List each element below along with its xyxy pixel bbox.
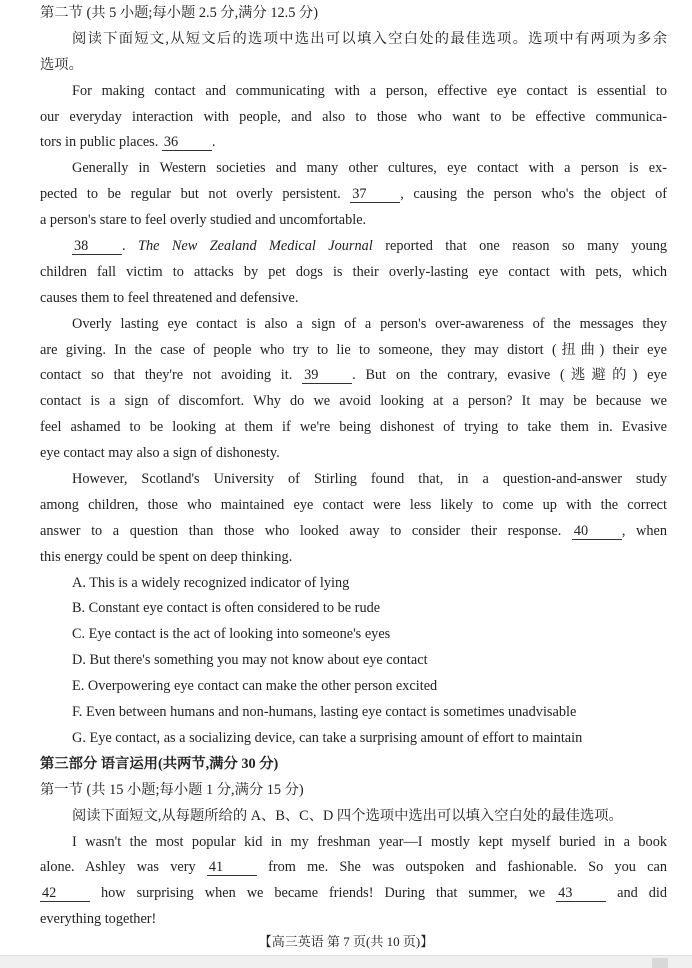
text: and did — [606, 885, 667, 902]
viewer-bottom-bar — [0, 955, 692, 968]
paragraph-line — [40, 493, 667, 519]
option-item: C. Eye contact is the act of looking into someone's eyes — [72, 626, 391, 643]
text: alone. Ashley was very — [40, 859, 207, 876]
paragraph-line — [40, 105, 667, 131]
text: pected to be regular but not overly persistent. — [40, 186, 351, 203]
option-item: B. Constant eye contact is often considered to be rude — [72, 600, 381, 617]
paragraph-line — [40, 363, 667, 389]
paragraph-line — [40, 415, 667, 441]
section-heading: 第一节 (共 15 小题;每小题 1 分,满分 15 分) — [40, 781, 304, 798]
instruction-line: 阅读下面短文,从短文后的选项中选出可以填入空白处的最佳选项。选项中有两项为多余 — [72, 30, 667, 47]
part-heading: 第三部分 语言运用(共两节,满分 30 分) — [40, 755, 279, 772]
paragraph-line — [40, 881, 667, 907]
paragraph-line — [40, 312, 667, 338]
text: how surprising when we became friends! During that summer, we — [90, 885, 557, 902]
paragraph-line — [40, 156, 667, 182]
option-item: D. But there's something you may not know about eye contact — [72, 652, 428, 669]
text: . — [122, 238, 139, 255]
answer-blank: 42 — [40, 885, 90, 902]
paragraph-line — [40, 234, 667, 260]
text: this energy could be spent on deep thinking. — [40, 548, 293, 565]
text: feel ashamed to be looking at them if we're being dishonest of trying to take them in. Evasive — [40, 419, 667, 436]
paragraph-line — [40, 519, 667, 545]
text: . — [211, 134, 216, 151]
answer-blank: 40 — [572, 523, 622, 540]
text: from me. She was outspoken and fashionable. So you can — [256, 859, 667, 876]
text: For making contact and communicating with a person, effective eye contact is essential to — [72, 82, 667, 99]
paragraph-line — [40, 830, 667, 856]
paragraph-line — [40, 182, 667, 208]
option-item: E. Overpowering eye contact can make the other person excited — [72, 678, 438, 695]
text: Overly lasting eye contact is also a sign of a person's over-awareness of the messages they — [72, 315, 667, 332]
text: contact so that they're not avoiding it. — [40, 367, 303, 384]
text: a person's stare to feel overly studied and uncomfortable. — [40, 212, 367, 229]
text: tors in public places. — [40, 134, 162, 151]
text: contact is a sign of discomfort. Why do we avoid looking at a person? It may be because we — [40, 393, 667, 410]
text: . But on the contrary, evasive (逃避的) eye — [352, 367, 667, 384]
text: eye contact may also a sign of dishonesty. — [40, 445, 280, 462]
text: Generally in Western societies and many other cultures, eye contact with a person is ex- — [72, 160, 667, 177]
option-item: A. This is a widely recognized indicator of lying — [72, 574, 350, 591]
paragraph-line — [40, 389, 667, 415]
paragraph-line — [40, 260, 667, 286]
text: answer to a question than those who looked away to consider their response. — [40, 522, 572, 539]
passage — [40, 79, 667, 571]
options-list — [40, 571, 667, 752]
text: everything together! — [40, 911, 157, 928]
answer-blank: 36 — [162, 134, 212, 151]
text: children fall victim to attacks by pet dogs is their overly-lasting eye contact with pets, which — [40, 263, 667, 280]
exam-page — [40, 1, 667, 933]
text: causes them to feel threatened and defensive. — [40, 289, 299, 306]
text: , causing the person who's the object of — [400, 186, 667, 203]
paragraph-line — [40, 467, 667, 493]
instruction-line: 选项。 — [40, 56, 83, 73]
page-footer: 【高三英语 第 7 页(共 10 页)】 — [258, 934, 434, 949]
paragraph-line — [40, 208, 667, 234]
option-item: G. Eye contact, as a socializing device, can take a surprising amount of effort to maintain — [72, 729, 583, 746]
option-item: F. Even between humans and non-humans, lasting eye contact is sometimes unadvisable — [72, 704, 577, 721]
paragraph-line — [40, 441, 667, 467]
section-heading: 第二节 (共 5 小题;每小题 2.5 分,满分 12.5 分) — [40, 5, 318, 21]
answer-blank: 37 — [350, 186, 400, 203]
paragraph-line — [40, 545, 667, 571]
text: However, Scotland's University of Stirling found that, in a question-and-answer study — [72, 471, 667, 488]
text: are giving. In the case of people who try to lie to someone, they may distort (扭曲) their eye — [40, 341, 667, 358]
paragraph-line — [40, 79, 667, 105]
text: , when — [621, 522, 667, 539]
text: I wasn't the most popular kid in my freshman year—I mostly kept myself buried in a book — [72, 833, 667, 850]
paragraph-line — [40, 855, 667, 881]
text: reported that one reason so many young — [372, 238, 667, 255]
paragraph-line — [40, 130, 667, 156]
answer-blank: 43 — [556, 885, 606, 902]
text: among children, those who maintained eye contact were less likely to come up with the correct — [40, 496, 667, 513]
journal-title: The New Zealand Medical Journal — [138, 238, 373, 255]
answer-blank: 41 — [207, 859, 257, 876]
paragraph-line — [40, 338, 667, 364]
paragraph-line — [40, 286, 667, 312]
text: our everyday interaction with people, and also to those who want to be effective communica- — [40, 108, 667, 125]
answer-blank: 38 — [72, 238, 122, 255]
passage — [40, 830, 667, 934]
instruction-line: 阅读下面短文,从每题所给的 A、B、C、D 四个选项中选出可以填入空白处的最佳选项。 — [72, 807, 623, 824]
answer-blank: 39 — [302, 367, 352, 384]
